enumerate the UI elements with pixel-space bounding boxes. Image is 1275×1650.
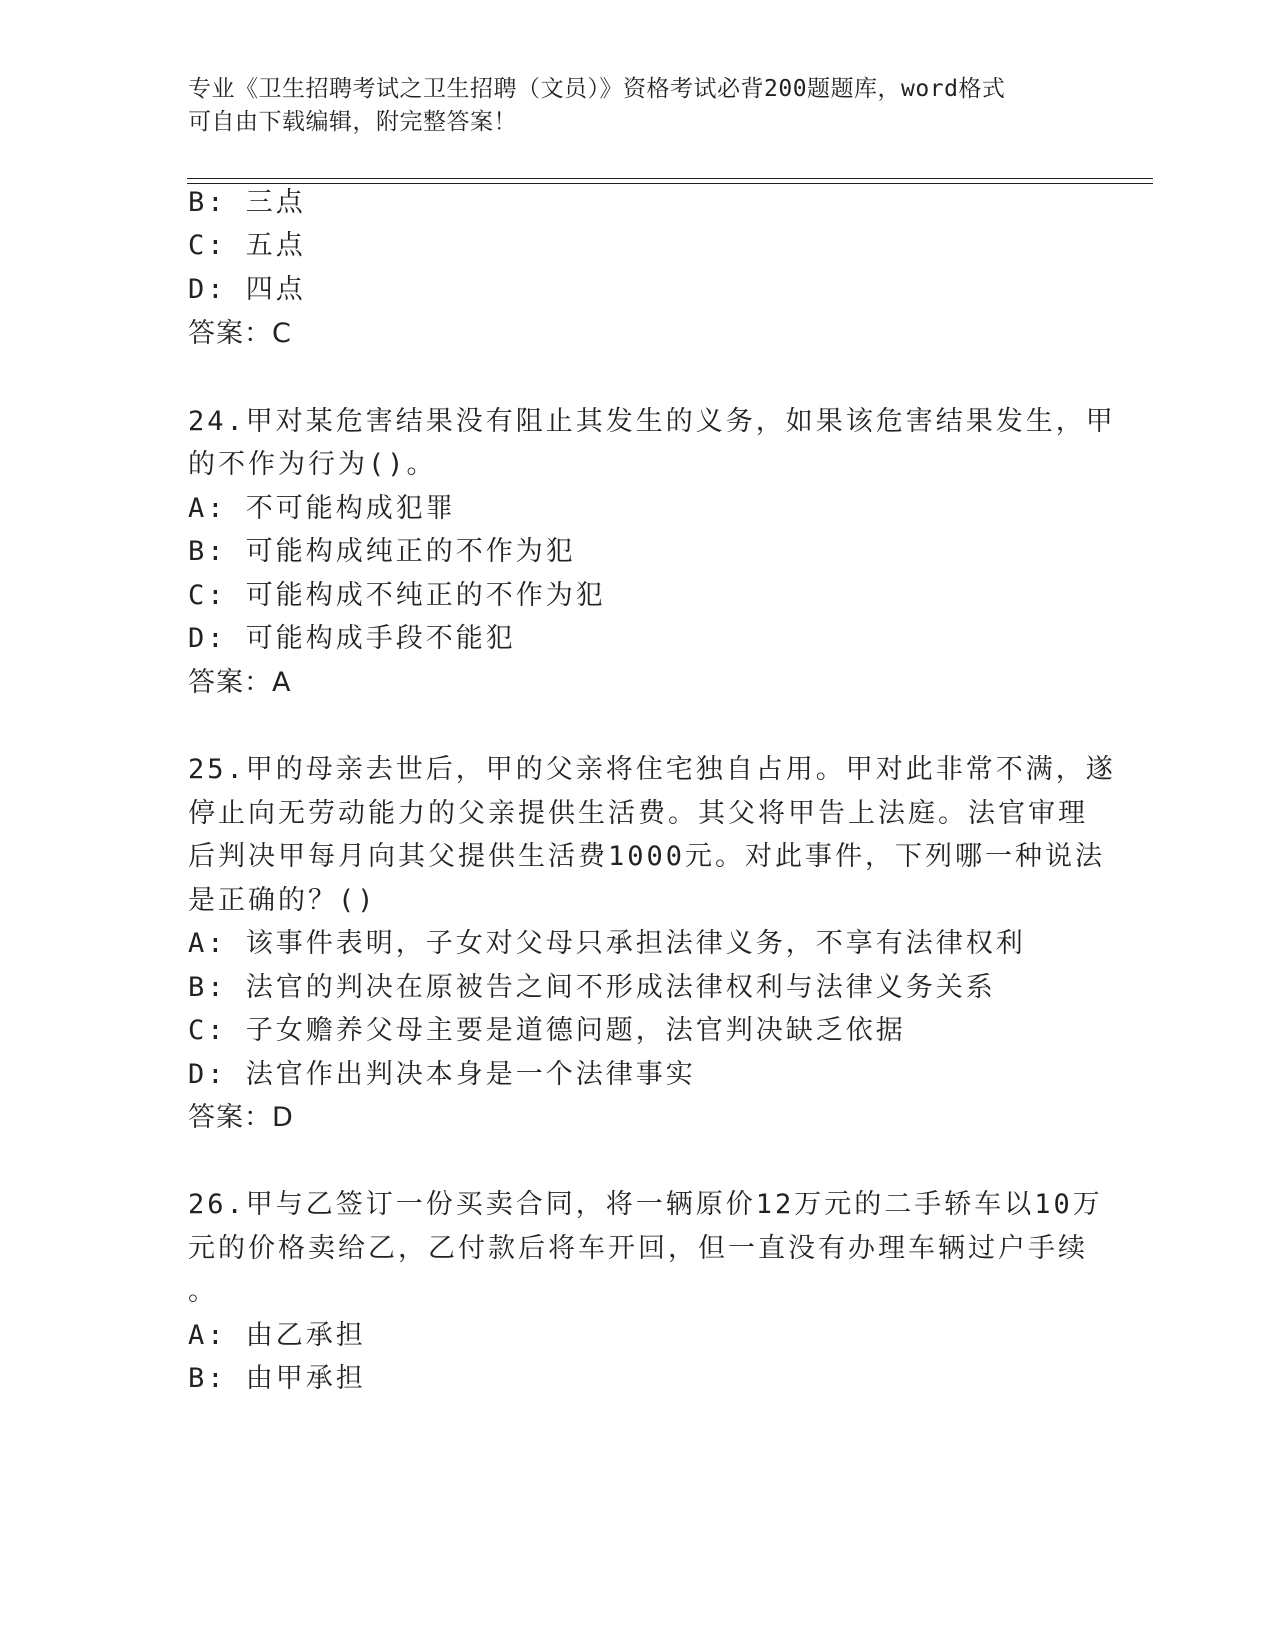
q25-stem-line-2: 停止向无劳动能力的父亲提供生活费。其父将甲告上法庭。法官审理	[188, 798, 1088, 829]
q24-stem-line-2: 的不作为行为()。	[188, 449, 437, 480]
header-rule-bottom	[187, 183, 1153, 184]
q26-option-a: A: 由乙承担	[188, 1320, 366, 1351]
q24-stem-line-1: 24.甲对某危害结果没有阻止其发生的义务，如果该危害结果发生，甲	[188, 406, 1116, 437]
q23-option-c: C: 五点	[188, 230, 306, 261]
q26-stem-line-2: 元的价格卖给乙，乙付款后将车开回，但一直没有办理车辆过户手续	[188, 1233, 1088, 1264]
q24-option-a: A: 不可能构成犯罪	[188, 493, 456, 524]
q24-option-d: D: 可能构成手段不能犯	[188, 623, 516, 654]
q25-option-b: B: 法官的判决在原被告之间不形成法律权利与法律义务关系	[188, 972, 996, 1003]
q25-answer: 答案：D	[188, 1102, 294, 1133]
q24-option-c: C: 可能构成不纯正的不作为犯	[188, 580, 606, 611]
q26-stem-line-1: 26.甲与乙签订一份买卖合同，将一辆原价12万元的二手轿车以10万	[188, 1189, 1103, 1220]
q26-stem-line-3: 。	[188, 1276, 218, 1307]
q25-stem-line-3: 后判决甲每月向其父提供生活费1000元。对此事件，下列哪一种说法	[188, 841, 1106, 872]
q24-answer: 答案：A	[188, 667, 292, 698]
q25-option-c: C: 子女赡养父母主要是道德问题，法官判决缺乏依据	[188, 1015, 906, 1046]
header-rule-top	[187, 178, 1153, 179]
q24-option-b: B: 可能构成纯正的不作为犯	[188, 536, 576, 567]
header-title-line-2: 可自由下载编辑，附完整答案！	[188, 109, 517, 135]
q25-stem-line-1: 25.甲的母亲去世后，甲的父亲将住宅独自占用。甲对此非常不满，遂	[188, 754, 1116, 785]
q26-option-b: B: 由甲承担	[188, 1363, 366, 1394]
q23-answer: 答案：C	[188, 318, 292, 349]
q25-option-d: D: 法官作出判决本身是一个法律事实	[188, 1059, 696, 1090]
q25-stem-line-4: 是正确的？()	[188, 885, 377, 916]
q23-option-b: B: 三点	[188, 187, 306, 218]
q23-option-d: D: 四点	[188, 274, 306, 305]
q25-option-a: A: 该事件表明，子女对父母只承担法律义务，不享有法律权利	[188, 928, 1026, 959]
header-title-line-1: 专业《卫生招聘考试之卫生招聘（文员）》资格考试必背200题题库，word格式	[188, 76, 1006, 102]
